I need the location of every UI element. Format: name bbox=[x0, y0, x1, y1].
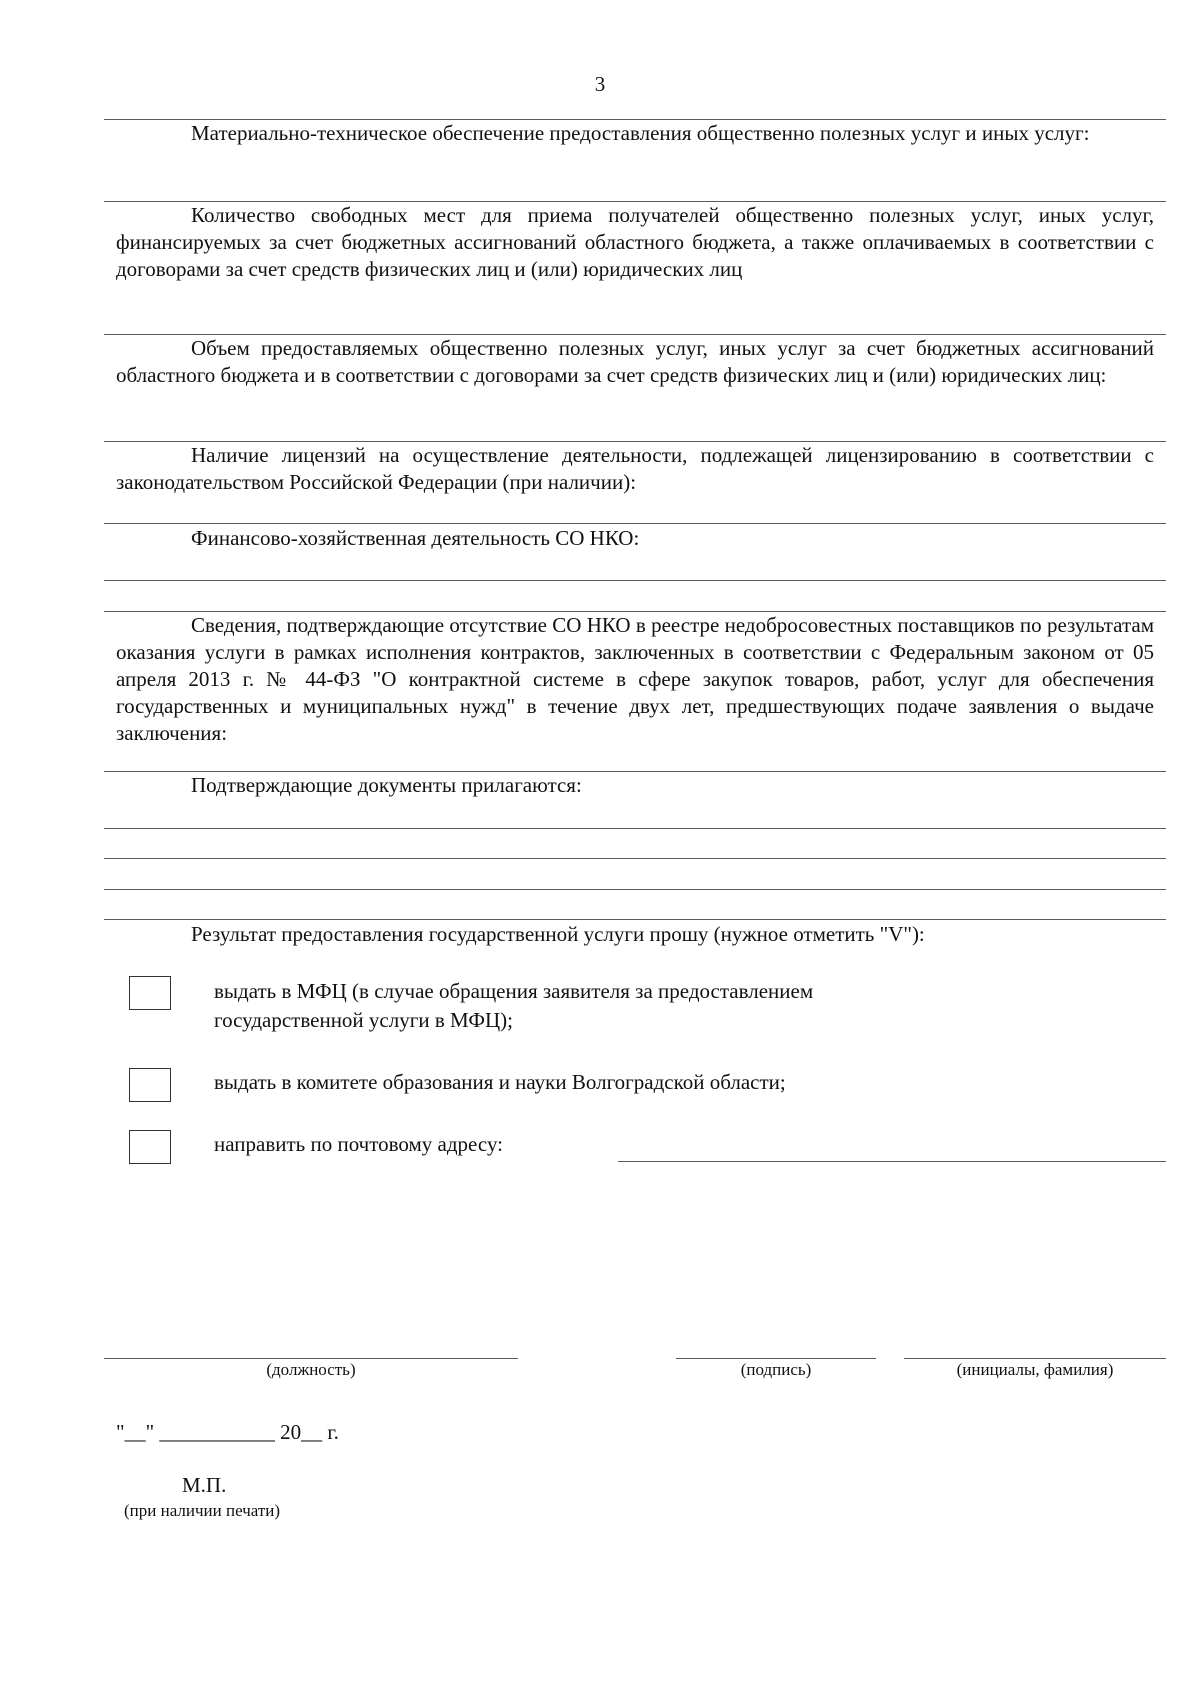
checkbox-issue-mfc[interactable] bbox=[129, 976, 171, 1010]
section-documents: Подтверждающие документы прилагаются: bbox=[191, 773, 582, 797]
name-line[interactable] bbox=[904, 1358, 1166, 1359]
option-issue-committee-label: выдать в комитете образования и науки Волгоградской области; bbox=[214, 1070, 786, 1094]
option-send-by-mail-label: направить по почтовому адресу: bbox=[214, 1132, 504, 1156]
section-free-places: Количество свободных мест для приема получателей общественно полезных услуг, иных услуг, финансируемых за счет бюджетных ассигнований областного бюджета, а также оплачиваемых в соответствии с договорами за счет средств физических лиц и (или) юридических лиц bbox=[116, 203, 1154, 281]
checkbox-send-by-mail[interactable] bbox=[129, 1130, 171, 1164]
section-volume: Объем предоставляемых общественно полезных услуг, иных услуг за счет бюджетных ассигнований областного бюджета и в соответствии с договорами за счет средств физических лиц и (или) юридических лиц: bbox=[116, 336, 1154, 387]
option-issue-mfc-label bbox=[214, 977, 813, 1035]
answer-line[interactable] bbox=[104, 523, 1166, 524]
option-line: государственной услуги в МФЦ); bbox=[214, 1008, 513, 1032]
section-registry: Сведения, подтверждающие отсутствие СО НКО в реестре недобросовестных поставщиков по результатам оказания услуги в рамках исполнения контрактов, заключенных в соответствии с Федеральным законом от 05 апреля 2013 г. № 44-ФЗ "О контрактной системе в сфере закупок товаров, работ, услуг для обеспечения государственных и муниципальных нужд" в течение двух лет, предшествующих подаче заявления о выдаче заключения: bbox=[116, 613, 1154, 745]
stamp-note: (при наличии печати) bbox=[124, 1501, 281, 1520]
checkbox-issue-committee[interactable] bbox=[129, 1068, 171, 1102]
name-caption: (инициалы, фамилия) bbox=[956, 1360, 1114, 1379]
section-material: Материально-техническое обеспечение предоставления общественно полезных услуг и иных услуг: bbox=[191, 121, 1090, 145]
answer-line[interactable] bbox=[104, 858, 1166, 859]
section-finance: Финансово-хозяйственная деятельность СО НКО: bbox=[191, 526, 640, 550]
postal-address-line[interactable] bbox=[618, 1161, 1166, 1162]
section-licenses: Наличие лицензий на осуществление деятельности, подлежащей лицензированию в соответствии с законодательством Российской Федерации (при наличии): bbox=[116, 443, 1154, 494]
section-result: Результат предоставления государственной услуги прошу (нужное отметить "V"): bbox=[191, 922, 925, 946]
answer-line[interactable] bbox=[104, 580, 1166, 581]
page-number: 3 bbox=[594, 72, 606, 96]
answer-line[interactable] bbox=[104, 919, 1166, 920]
position-caption: (должность) bbox=[266, 1360, 356, 1379]
answer-line[interactable] bbox=[104, 889, 1166, 890]
signature-line[interactable] bbox=[676, 1358, 876, 1359]
date-line[interactable]: "__" ___________ 20__ г. bbox=[116, 1420, 339, 1444]
option-line: выдать в МФЦ (в случае обращения заявителя за предоставлением bbox=[214, 979, 814, 1003]
signature-caption: (подпись) bbox=[740, 1360, 812, 1379]
stamp-label: М.П. bbox=[182, 1473, 227, 1497]
answer-line[interactable] bbox=[104, 828, 1166, 829]
position-line[interactable] bbox=[104, 1358, 518, 1359]
